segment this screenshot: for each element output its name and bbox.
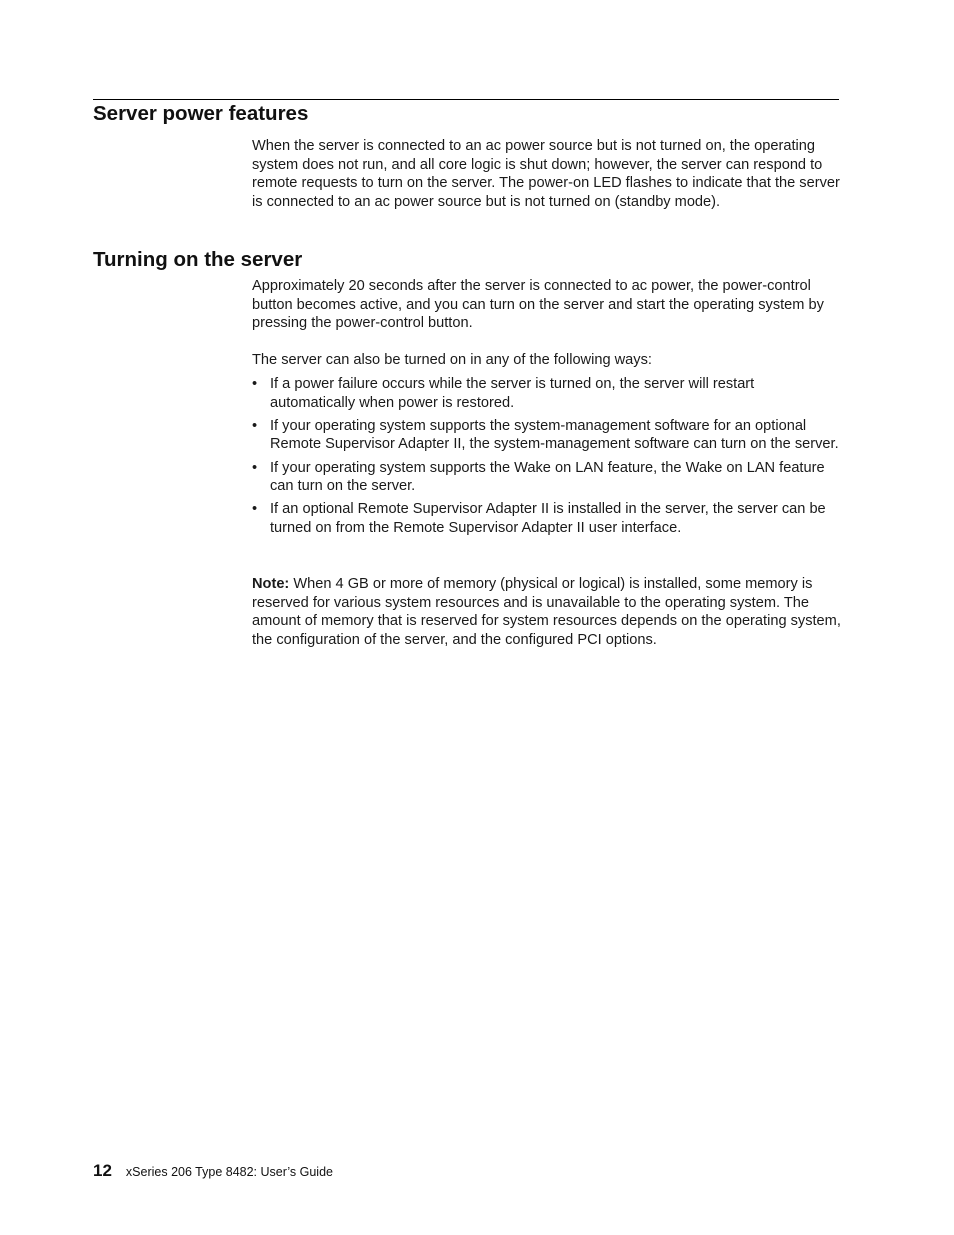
book-title: xSeries 206 Type 8482: User’s Guide — [125, 1165, 333, 1179]
section-heading-server-power-features: Server power features — [93, 102, 309, 125]
list-item-text: If your operating system supports the system-management software for an optional Remote Supervisor Adapter II, the system-management software can turn on the server. — [270, 417, 839, 453]
list-item-text: If an optional Remote Supervisor Adapter II is installed in the server, the server can be turned on from the Remote Supervisor Adapter II user interface. — [270, 501, 826, 536]
list-item-text: If your operating system supports the Wake on LAN feature, the Wake on LAN feature can turn on the server. — [270, 459, 825, 495]
page-number: 12 — [93, 1161, 112, 1180]
list-item — [252, 500, 842, 537]
section-heading-turning-on-server: Turning on the server — [93, 248, 303, 271]
power-features-paragraph: When the server is connected to an ac power source but is not turned on, the operating system does not run, and all core logic is shut down; however, the server can respond to remote requests to turn on the server. The power-on LED flashes to indicate that the server is connected to an ac power source but is not turned on (standby mode). — [252, 138, 840, 210]
bullet-icon: • — [252, 501, 258, 518]
ways-intro: The server can also be turned on in any of the following ways: — [252, 352, 652, 368]
turning-on-paragraph: Approximately 20 seconds after the server is connected to ac power, the power-control button becomes active, and you can turn on the server and start the operating system by pressing the power-control button. — [252, 278, 824, 332]
top-rule — [93, 99, 839, 100]
list-item — [252, 459, 842, 496]
note-text: When 4 GB or more of memory (physical or logical) is installed, some memory is reserved for various system resources and is unavailable to the operating system. The amount of memory that is reserved for system resources depends on the operating system, the configuration of the server, and the configured PCI options. — [252, 576, 841, 648]
ways-list — [252, 375, 842, 542]
page-footer — [93, 1161, 333, 1181]
bullet-icon: • — [252, 376, 258, 392]
list-item — [252, 417, 842, 454]
note-paragraph — [252, 575, 842, 649]
list-item — [252, 375, 842, 412]
bullet-icon: • — [252, 417, 258, 434]
bullet-icon: • — [252, 459, 258, 476]
note-label: Note: — [252, 576, 290, 592]
list-item-text: If a power failure occurs while the server is turned on, the server will restart automatically when power is restored. — [270, 376, 755, 411]
